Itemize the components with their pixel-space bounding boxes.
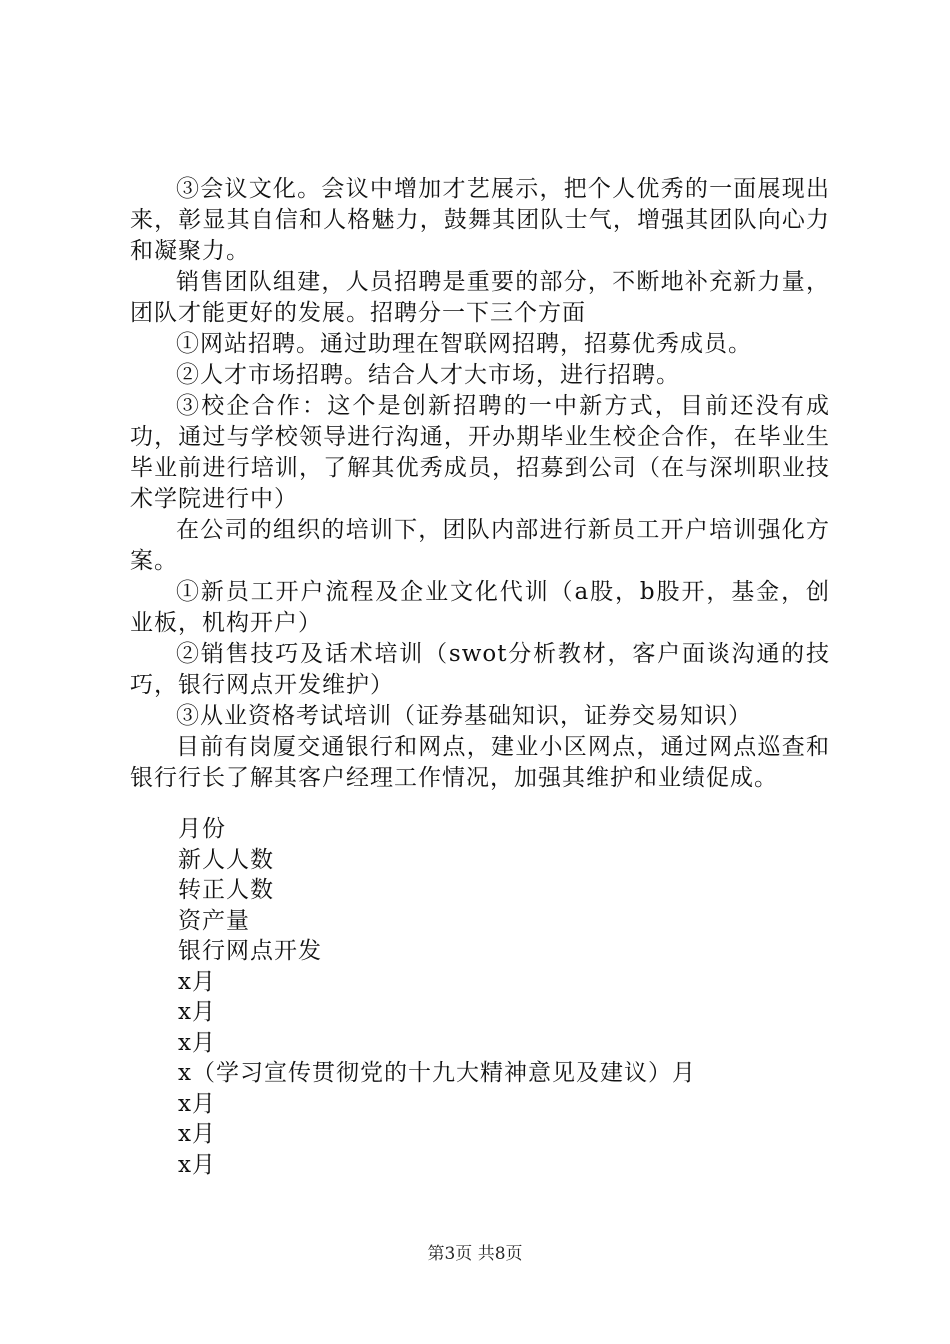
- paragraph-qualification-exam-training: ③从业资格考试培训（证券基础知识，证券交易知识）: [176, 703, 752, 729]
- table-line: x月: [178, 968, 216, 995]
- table-line: x（学习宣传贯彻党的十九大精神意见及建议）月: [178, 1060, 696, 1086]
- paragraph-team-building: 销售团队组建，人员招聘是重要的部分，不断地补充新力量，团队才能更好的发展。招聘分一下三个方面: [130, 269, 830, 326]
- paragraph-bank-outlets: 目前有岗厦交通银行和网点，建业小区网点，通过网点巡查和银行行长了解其客户经理工作情况，加强其维护和业绩促成。: [130, 734, 830, 791]
- table-line: x月: [178, 1029, 216, 1056]
- paragraph-meeting-culture: ③会议文化。会议中增加才艺展示，把个人优秀的一面展现出来，彰显其自信和人格魅力，鼓舞其团队士气，增强其团队向心力和凝聚力。: [130, 176, 830, 264]
- paragraph-website-recruitment: ①网站招聘。通过助理在智联网招聘，招募优秀成员。: [176, 331, 752, 357]
- table-line: x月: [178, 1151, 216, 1178]
- table-line: 新人人数: [178, 846, 274, 873]
- table-line: x月: [178, 999, 216, 1025]
- table-line: 月份: [178, 816, 226, 842]
- table-line: 银行网点开发: [178, 938, 322, 964]
- paragraph-account-opening-training: ①新员工开户流程及企业文化代训（a股，b股开，基金，创业板，机构开户）: [130, 579, 830, 636]
- paragraph-talent-market-recruitment: ②人才市场招聘。结合人才大市场，进行招聘。: [176, 362, 680, 388]
- body-text: [130, 174, 830, 794]
- table-line: x月: [178, 1090, 216, 1117]
- page-footer: 第3页 共8页: [427, 1244, 523, 1264]
- paragraph-sales-skills-training: ②销售技巧及话术培训（swot分析教材，客户面谈沟通的技巧，银行网点开发维护）: [130, 641, 830, 698]
- paragraph-training-plan: 在公司的组织的培训下，团队内部进行新员工开户培训强化方案。: [130, 517, 830, 574]
- table-text-lines: [178, 814, 828, 1180]
- table-line: 资产量: [178, 907, 250, 934]
- paragraph-school-enterprise-cooperation: ③校企合作：这个是创新招聘的一中新方式，目前还没有成功，通过与学校领导进行沟通，开办期毕业生校企合作，在毕业生毕业前进行培训，了解其优秀成员，招募到公司（在与深圳职业技术学院进行中）: [130, 393, 830, 512]
- table-line: 转正人数: [178, 877, 274, 903]
- table-line: x月: [178, 1121, 216, 1147]
